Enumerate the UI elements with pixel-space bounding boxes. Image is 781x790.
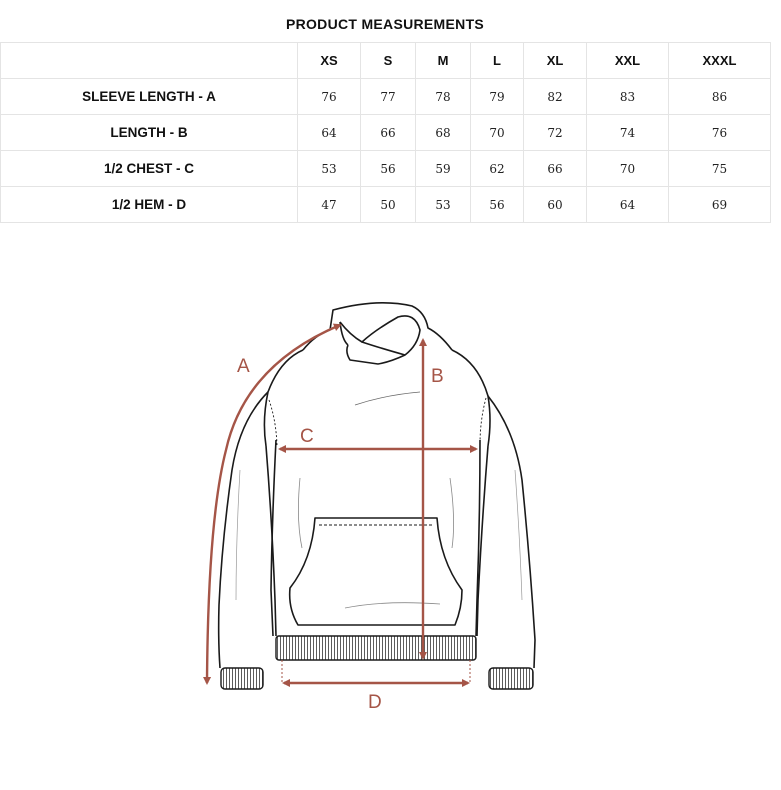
measurement-cell: 76 xyxy=(669,115,771,151)
left-cuff-rib xyxy=(221,668,263,689)
measurement-cell: 64 xyxy=(298,115,361,151)
neckline xyxy=(340,316,420,364)
measurement-cell: 59 xyxy=(416,151,471,187)
size-header: L xyxy=(471,43,524,79)
row-label: SLEEVE LENGTH - A xyxy=(1,79,298,115)
kangaroo-pocket xyxy=(290,518,462,625)
left-sleeve xyxy=(219,392,268,668)
measurement-cell: 56 xyxy=(471,187,524,223)
dimension-d-label: D xyxy=(368,692,382,713)
measurement-cell: 69 xyxy=(669,187,771,223)
size-header: M xyxy=(416,43,471,79)
measurement-cell: 74 xyxy=(587,115,669,151)
measurement-cell: 86 xyxy=(669,79,771,115)
measurement-cell: 70 xyxy=(587,151,669,187)
measurement-cell: 47 xyxy=(298,187,361,223)
dimension-a-label: A xyxy=(237,356,250,377)
measurement-cell: 53 xyxy=(298,151,361,187)
hood-outline xyxy=(330,303,452,350)
measurement-cell: 66 xyxy=(361,115,416,151)
row-label: LENGTH - B xyxy=(1,115,298,151)
page-title: PRODUCT MEASUREMENTS xyxy=(285,16,485,32)
size-header: XXL xyxy=(587,43,669,79)
measurement-cell: 83 xyxy=(587,79,669,115)
measurement-cell: 68 xyxy=(416,115,471,151)
measurement-cell: 82 xyxy=(524,79,587,115)
measurement-cell: 64 xyxy=(587,187,669,223)
measurement-cell: 62 xyxy=(471,151,524,187)
measurement-cell: 50 xyxy=(361,187,416,223)
hood-left xyxy=(303,330,330,350)
measurement-cell: 77 xyxy=(361,79,416,115)
row-label: 1/2 HEM - D xyxy=(1,187,298,223)
right-sleeve xyxy=(488,396,535,668)
measurement-cell: 79 xyxy=(471,79,524,115)
measurement-cell: 78 xyxy=(416,79,471,115)
measurement-cell: 72 xyxy=(524,115,587,151)
size-header: S xyxy=(361,43,416,79)
measurement-cell: 60 xyxy=(524,187,587,223)
row-label: 1/2 CHEST - C xyxy=(1,151,298,187)
measurement-cell: 56 xyxy=(361,151,416,187)
measurement-cell: 53 xyxy=(416,187,471,223)
dimension-c-label: C xyxy=(300,426,314,447)
measurement-cell: 70 xyxy=(471,115,524,151)
measurement-cell: 75 xyxy=(669,151,771,187)
size-header: XL xyxy=(524,43,587,79)
size-header: XS xyxy=(298,43,361,79)
dimension-b-label: B xyxy=(431,366,444,387)
hoodie-illustration xyxy=(219,303,535,668)
right-cuff-rib xyxy=(489,668,533,689)
hem-rib xyxy=(276,636,476,660)
measurement-cell: 76 xyxy=(298,79,361,115)
measurement-cell: 66 xyxy=(524,151,587,187)
size-header: XXXL xyxy=(669,43,771,79)
body-outline xyxy=(264,350,303,446)
